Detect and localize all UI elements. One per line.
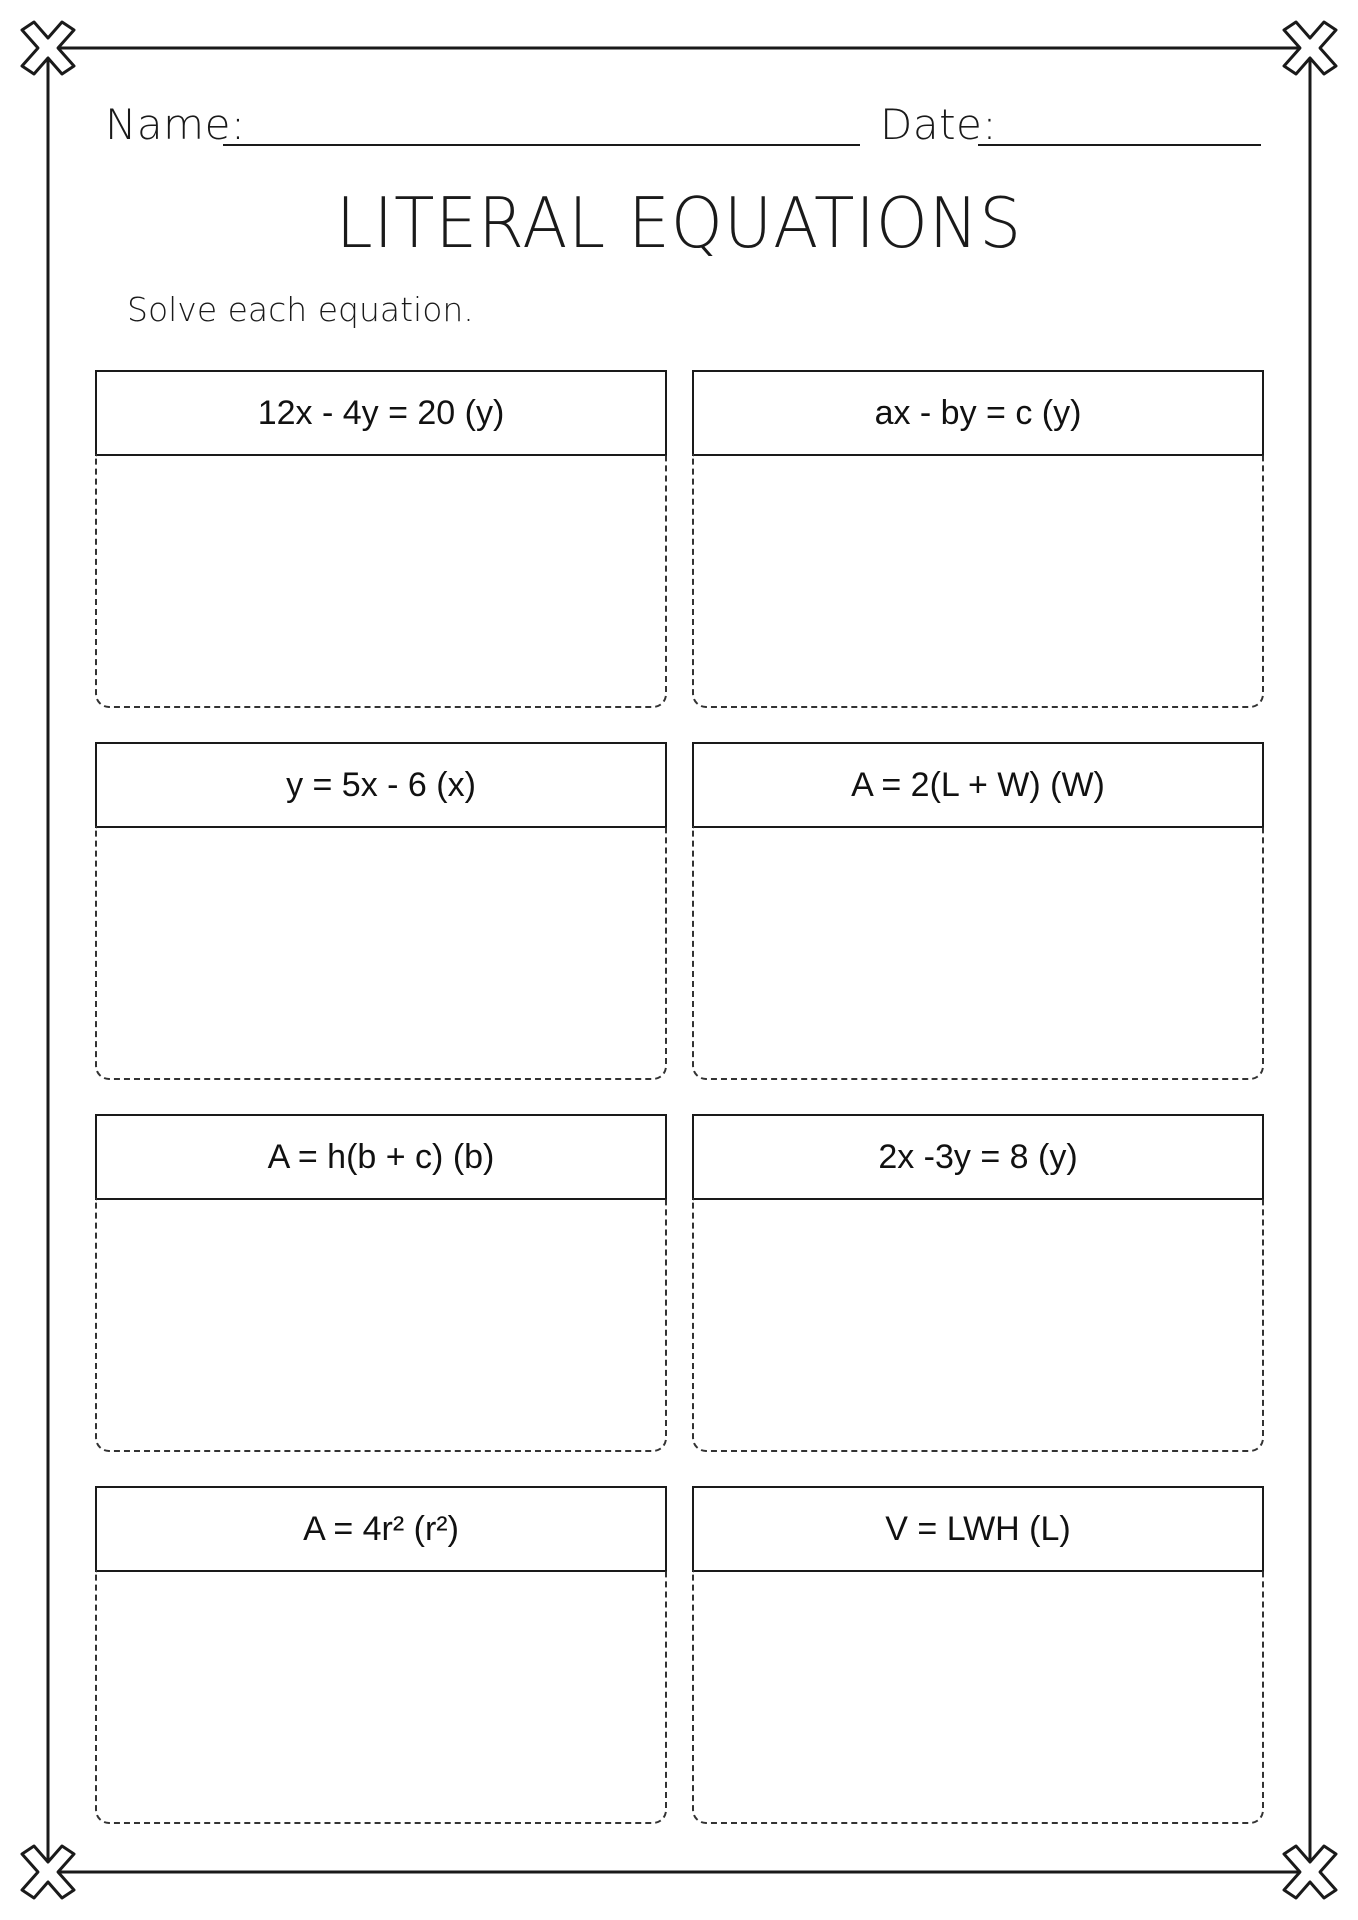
page-title: LITERAL EQUATIONS [335, 183, 1023, 264]
problem-card [692, 742, 1264, 1082]
equation-label: A = 2(L + W) (W) [692, 742, 1264, 828]
equation-label: A = h(b + c) (b) [95, 1114, 667, 1200]
work-area[interactable] [692, 1198, 1264, 1452]
equation-label: V = LWH (L) [692, 1486, 1264, 1572]
equation-label: y = 5x - 6 (x) [95, 742, 667, 828]
work-area[interactable] [95, 826, 667, 1080]
problem-card [95, 370, 667, 710]
problem-card [692, 370, 1264, 710]
student-info-row [105, 100, 1255, 160]
problem-card [95, 1114, 667, 1454]
equation-label: 12x - 4y = 20 (y) [95, 370, 667, 456]
date-label: Date: [880, 100, 998, 149]
equation-label: 2x -3y = 8 (y) [692, 1114, 1264, 1200]
equation-label: A = 4r² (r²) [95, 1486, 667, 1572]
work-area[interactable] [692, 1570, 1264, 1824]
date-field[interactable] [978, 144, 1261, 146]
name-label: Name: [105, 100, 246, 149]
work-area[interactable] [692, 454, 1264, 708]
equation-label: ax - by = c (y) [692, 370, 1264, 456]
work-area[interactable] [692, 826, 1264, 1080]
problem-card [692, 1486, 1264, 1826]
work-area[interactable] [95, 1570, 667, 1824]
name-field[interactable] [223, 144, 860, 146]
work-area[interactable] [95, 1198, 667, 1452]
problem-card [692, 1114, 1264, 1454]
problem-card [95, 742, 667, 1082]
instructions-text: Solve each equation. [127, 290, 474, 329]
work-area[interactable] [95, 454, 667, 708]
problem-card [95, 1486, 667, 1826]
